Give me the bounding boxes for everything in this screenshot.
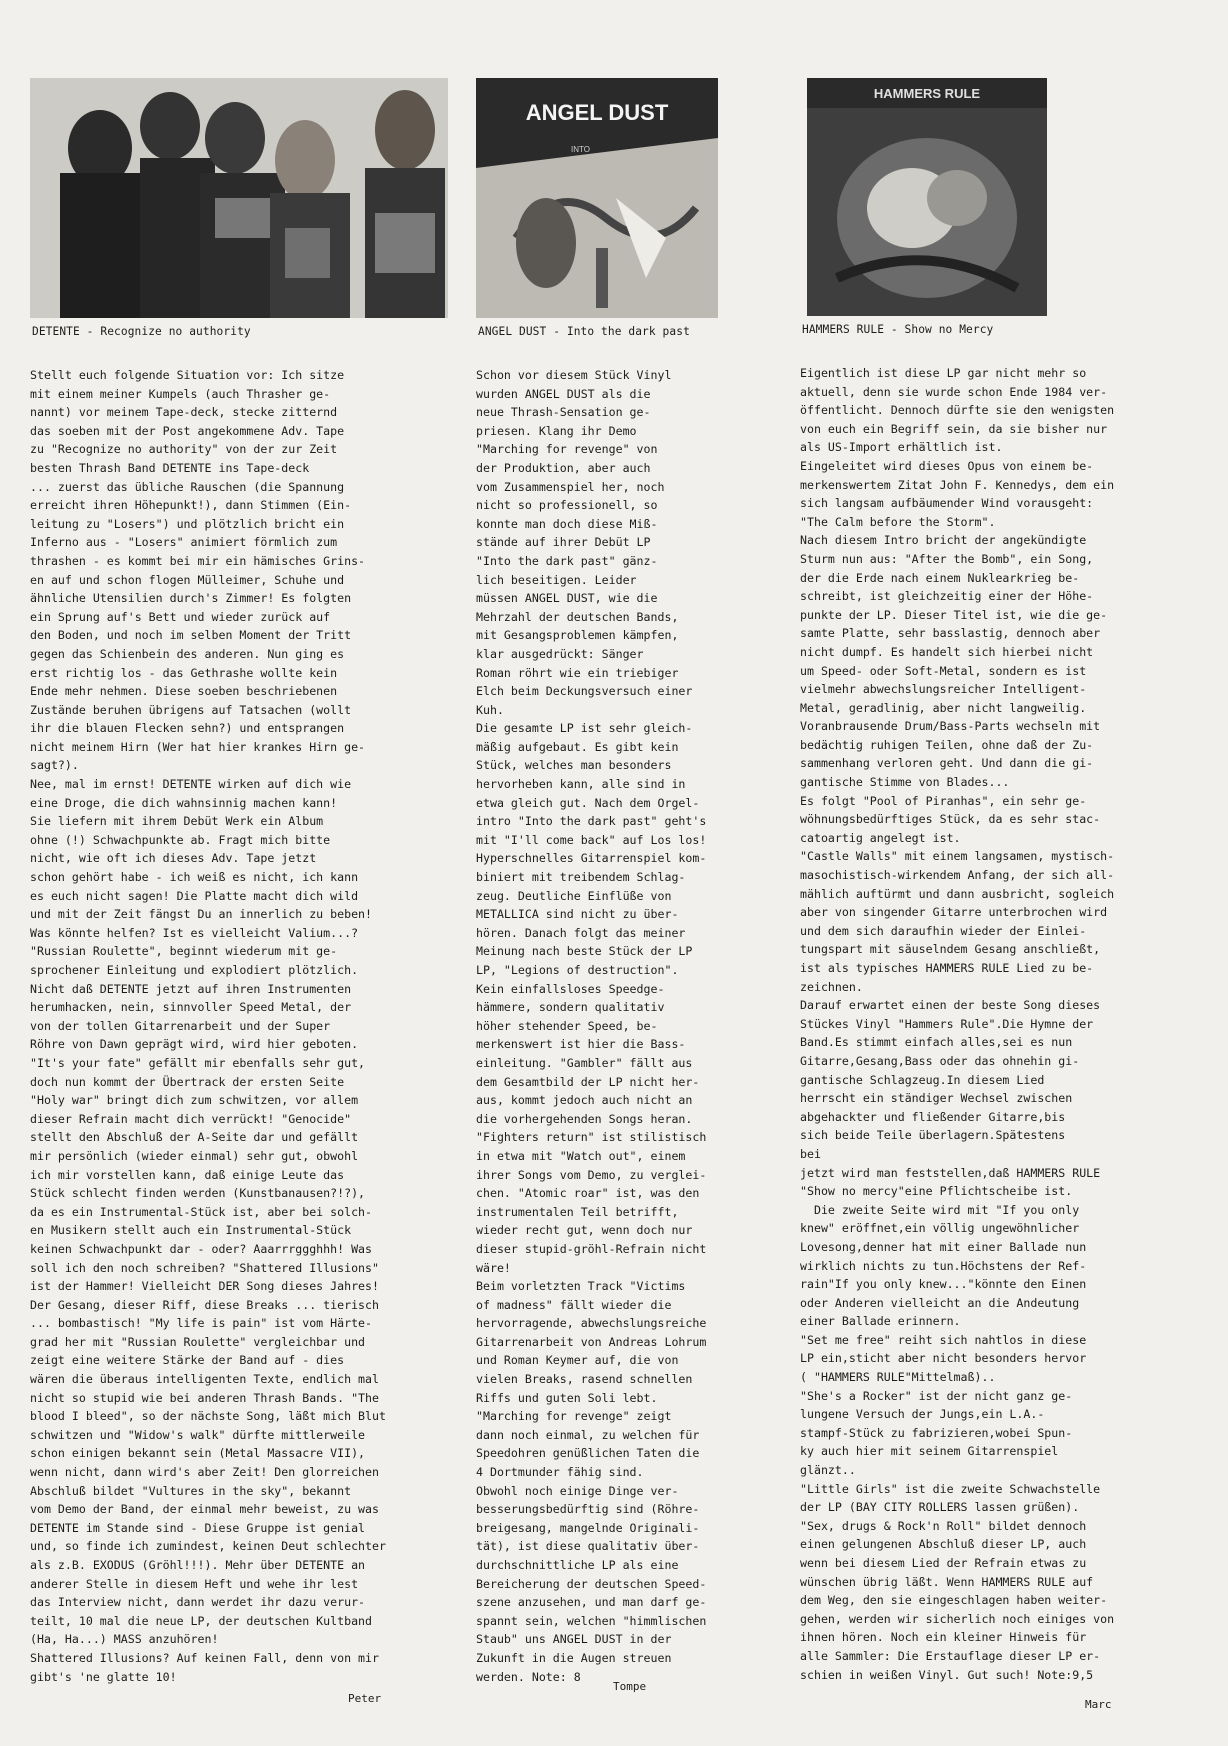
cover-subtitle: INTO	[571, 145, 590, 154]
album-cover-angel-dust	[476, 78, 718, 318]
author-signature: Marc	[1085, 1698, 1112, 1711]
review-column-hammers-rule	[800, 78, 1190, 1711]
album-caption: ANGEL DUST - Into the dark past	[478, 325, 690, 338]
review-text: Schon vor diesem Stück Vinyl wurden ANGEL DUST als die neue Thrash-Sensation ge- priesen. Klang ihr Demo "Marching for revenge" von der Produktion, aber auch vom Zusammenspiel her, noch nicht so professionell, so konnte man doch diese Miß- stände auf ihrer Debüt LP "Into the dark past" gänz- lich beseitigen. Leider müssen ANGEL DUST, wie die Mehrzahl der deutschen Bands, mit Gesangsproblemen kämpfen, klar ausgedrückt: Sänger Roman röhrt wie ein triebiger Elch beim Deckungsversuch einer Kuh. Die gesamte LP ist sehr gleich- mäßig aufgebaut. Es gibt kein Stück, welches man besonders hervorheben kann, alle sind in etwa gleich gut. Nach dem Orgel- intro "Into the dark past" geht's mit "I'll come back" auf Los los! Hyperschnelles Gitarrenspiel kom- biniert mit treibendem Schlag- zeug. Deutliche Einflüße von METALLICA sind nicht zu über- hören. Danach folgt das meiner Meinung nach beste Stück der LP LP, "Legions of destruction". Kein einfallsloses Speedge- hämmere, sondern qualitativ höher stehender Speed, be- merkenswert ist hier die Bass- einleitung. "Gambler" fällt aus dem Gesamtbild der LP nicht her- aus, kommt jedoch auch nicht an die vorhergehenden Songs heran. "Fighters return" ist stilistisch in etwa mit "Watch out", einem ihrer Songs vom Demo, zu verglei- chen. "Atomic roar" ist, was den instrumentalen Teil betrifft, wieder recht gut, wenn doch nur dieser stupid-gröhl-Refrain nicht wäre! Beim vorletzten Track "Victims of madness" fällt wieder die hervorragende, abwechslungsreiche Gitarrenarbeit von Andreas Lohrum und Roman Keymer auf, die von vielen Breaks, rasend schnellen Riffs und guten Soli lebt. "Marching for revenge" zeigt dann noch einmal, zu welchen für Speedohren genüßlichen Taten die 4 Dortmunder fähig sind. Obwohl noch einige Dinge ver- besserungsbedürftig sind (Röhre- breigesang, mangelnde Originali- tät), ist diese qualitativ über- durchschnittliche LP als eine Bereicherung der deutschen Speed- szene anzusehen, und man darf ge- spannt sein, welchen "himmlischen Staub" uns ANGEL DUST in der Zukunft in die Augen streuen werden. Note: 8	[476, 368, 707, 1684]
review-text: Stellt euch folgende Situation vor: Ich sitze mit einem meiner Kumpels (auch Thrasher ge- nannt) vor meinem Tape-deck, stecke zitternd das soeben mit der Post angekommene Adv. Tape zu "Recognize no authority" von der zur Zeit besten Thrash Band DETENTE ins Tape-deck ... zuerst das übliche Rauschen (die Spannung erreicht ihren Höhepunkt!), dann Stimmen (Ein- leitung zu "Losers") und plötzlich bricht ein Inferno aus - "Losers" animiert förmlich zum thrashen - es kommt bei mir ein hämisches Grins- en auf und schon flogen Mülleimer, Schuhe und ähnliche Utensilien durch's Zimmer! Es folgten ein Sprung auf's Bett und wieder zurück auf den Boden, und noch im selben Moment der Tritt gegen das Schienbein des anderen. Nun ging es erst richtig los - das Gethrashe wollte kein Ende mehr nehmen. Diese soeben beschriebenen Zustände beruhen übrigens auf Tatsachen (wollt ihr die blauen Flecken sehn?) und entsprangen nicht meinem Hirn (Wer hat hier krankes Hirn ge- sagt?). Nee, mal im ernst! DETENTE wirken auf dich wie eine Droge, die dich wahnsinnig machen kann! Sie liefern mit ihrem Debüt Werk ein Album ohne (!) Schwachpunkte ab. Fragt mich bitte nicht, wie oft ich dieses Adv. Tape jetzt schon gehört habe - ich weiß es nicht, ich kann es euch nicht sagen! Die Platte macht dich wild und mit der Zeit fängst Du an innerlich zu beben! Was könnte helfen? Ist es vielleicht Valium...? "Russian Roulette", beginnt wiederum mit ge- sprochener Einleitung und explodiert plötzlich. Nicht daß DETENTE jetzt auf ihren Instrumenten herumhacken, nein, sinnvoller Speed Metal, der von der tollen Gitarrenarbeit und der Super Röhre von Dawn geprägt wird, wird hier geboten. "It's your fate" gefällt mir ebenfalls sehr gut, doch nun kommt der Übertrack der ersten Seite "Holy war" bringt dich zum schwitzen, vor allem dieser Refrain macht dich verrückt! "Genocide" stellt den Abschluß der A-Seite dar und gefällt mir persönlich (wieder einmal) sehr gut, obwohl ich mir vorstellen kann, daß einige Leute das Stück schlecht finden werden (Kunstbanausen?!?), da es ein Instrumental-Stück ist, aber bei solch- en Musikern stellt auch ein Instrumental-Stück keinen Schwachpunkt dar - oder? Aaarrrggghhh! Was soll ich den noch schreiben? "Shattered Illusions" ist der Hammer! Vielleicht DER Song dieses Jahres! Der Gesang, dieser Riff, diese Breaks ... tierisch ... bombastisch! "My life is pain" ist vom Härte- grad her mit "Russian Roulette" vergleichbar und zeigt eine weitere Stärke der Band auf - dies wären die überaus intelligenten Texte, endlich mal nicht so stupid wie bei anderen Thrash Bands. "The blood I bleed", so der nächste Song, läßt mich Blut schwitzen und "Widow's walk" dürfte mittlerweile schon einigen bekannt sein (Metal Massacre VII), wenn nicht, dann wird's aber Zeit! Den glorreichen Abschluß bildet "Vultures in the sky", bekannt vom Demo der Band, der einmal mehr beweist, zu was DETENTE im Stande sind - Diese Gruppe ist genial und, so finde ich zumindest, keinen Deut schlechter als z.B. EXODUS (Gröhl!!!). Mehr über DETENTE an anderer Stelle in diesem Heft und wehe ihr lest das Interview nicht, dann werdet ihr dazu verur- teilt, 10 mal die neue LP, der deutschen Kultband (Ha, Ha...) MASS anzuhören! Shattered Illusions? Auf keinen Fall, denn von mir gibt's 'ne glatte 10!	[30, 368, 386, 1684]
review-text: Eigentlich ist diese LP gar nicht mehr so aktuell, denn sie wurde schon Ende 1984 ver- öffentlicht. Dennoch dürfte sie den wenigsten von euch ein Begriff sein, da sie bisher nur als US-Import erhältlich ist. Eingeleitet wird dieses Opus von einem be- merkenswertem Zitat John F. Kennedys, dem ein sich langsam aufbäumender Wind vorausgeht: "The Calm before the Storm". Nach diesem Intro bricht der angekündigte Sturm nun aus: "After the Bomb", ein Song, der die Erde nach einem Nuklearkrieg be- schreibt, ist gleichzeitig einer der Höhe- punkte der LP. Dieser Titel ist, wie die ge- samte Platte, sehr basslastig, dennoch aber nicht dumpf. Es handelt sich hierbei nicht um Speed- oder Soft-Metal, sondern es ist vielmehr abwechslungsreicher Intelligent- Metal, geradlinig, aber nicht langweilig. Voranbrausende Drum/Bass-Parts wechseln mit bedächtig ruhigen Teilen, ohne daß der Zu- sammenhang verloren geht. Und dann die gi- gantische Stimme von Blades... Es folgt "Pool of Piranhas", ein sehr ge- wöhnungsbedürftiges Stück, da es sehr stac- catoartig angelegt ist. "Castle Walls" mit einem langsamen, mystisch- masochistisch-wirkendem Anfang, der sich all- mählich auftürmt und dann ausbricht, sogleich aber von singender Gitarre unterbrochen wird und dem sich daraufhin wieder der Einlei- tungspart mit säuselndem Gesang anschließt, ist als typisches HAMMERS RULE Lied zu be- zeichnen. Darauf erwartet einen der beste Song dieses Stückes Vinyl "Hammers Rule".Die Hymne der Band.Es stimmt einfach alles,sei es nun Gitarre,Gesang,Bass oder das ohnehin gi- gantische Schlagzeug.In diesem Lied herrscht ein ständiger Wechsel zwischen abgehackter und fließender Gitarre,bis sich beide Teile überlagern.Spätestens bei jetzt wird man feststellen,daß HAMMERS RULE "Show no mercy"eine Pflichtscheibe ist. Die zweite Seite wird mit "If you only knew" eröffnet,ein völlig ungewöhnlicher Lovesong,denner hat mit einer Ballade nun wirklich nichts zu tun.Höchstens der Ref- rain"If you only knew..."könnte den Einen oder Anderen vielleicht an die Andeutung einer Ballade erinnern. "Set me free" reiht sich nahtlos in diese LP ein,sticht aber nicht besonders hervor ( "HAMMERS RULE"Mittelmaß).. "She's a Rocker" ist der nicht ganz ge- lungene Versuch der Jungs,ein L.A.- stampf-Stück zu fabrizieren,wobei Spun- ky auch hier mit seinem Gitarrenspiel glänzt.. "Little Girls" ist die zweite Schwachstelle der LP (BAY CITY ROLLERS lassen grüßen). "Sex, drugs & Rock'n Roll" bildet dennoch einen gelungenen Abschluß dieser LP, auch wenn bei diesem Lied der Refrain etwas zu wünschen übrig läßt. Wenn HAMMERS RULE auf dem Weg, den sie eingeschlagen haben weiter- gehen, werden wir sicherlich noch einiges von ihnen hören. Noch ein kleiner Hinweis für alle Sammler: Die Erstauflage dieser LP er- schien in weißen Vinyl. Gut such! Note:9,5	[800, 366, 1115, 1682]
review-column-detente	[30, 78, 455, 1705]
album-cover-hammers-rule	[807, 78, 1047, 316]
cover-title: ANGEL DUST	[525, 100, 669, 125]
photo-caption: DETENTE - Recognize no authority	[32, 325, 251, 338]
author-signature: Peter	[348, 1692, 382, 1705]
author-signature: Tompe	[613, 1680, 647, 1693]
band-photo-detente	[30, 78, 448, 318]
review-column-angel-dust	[476, 78, 741, 1693]
album-caption: HAMMERS RULE - Show no Mercy	[802, 323, 994, 336]
cover-title: HAMMERS RULE	[873, 86, 981, 101]
